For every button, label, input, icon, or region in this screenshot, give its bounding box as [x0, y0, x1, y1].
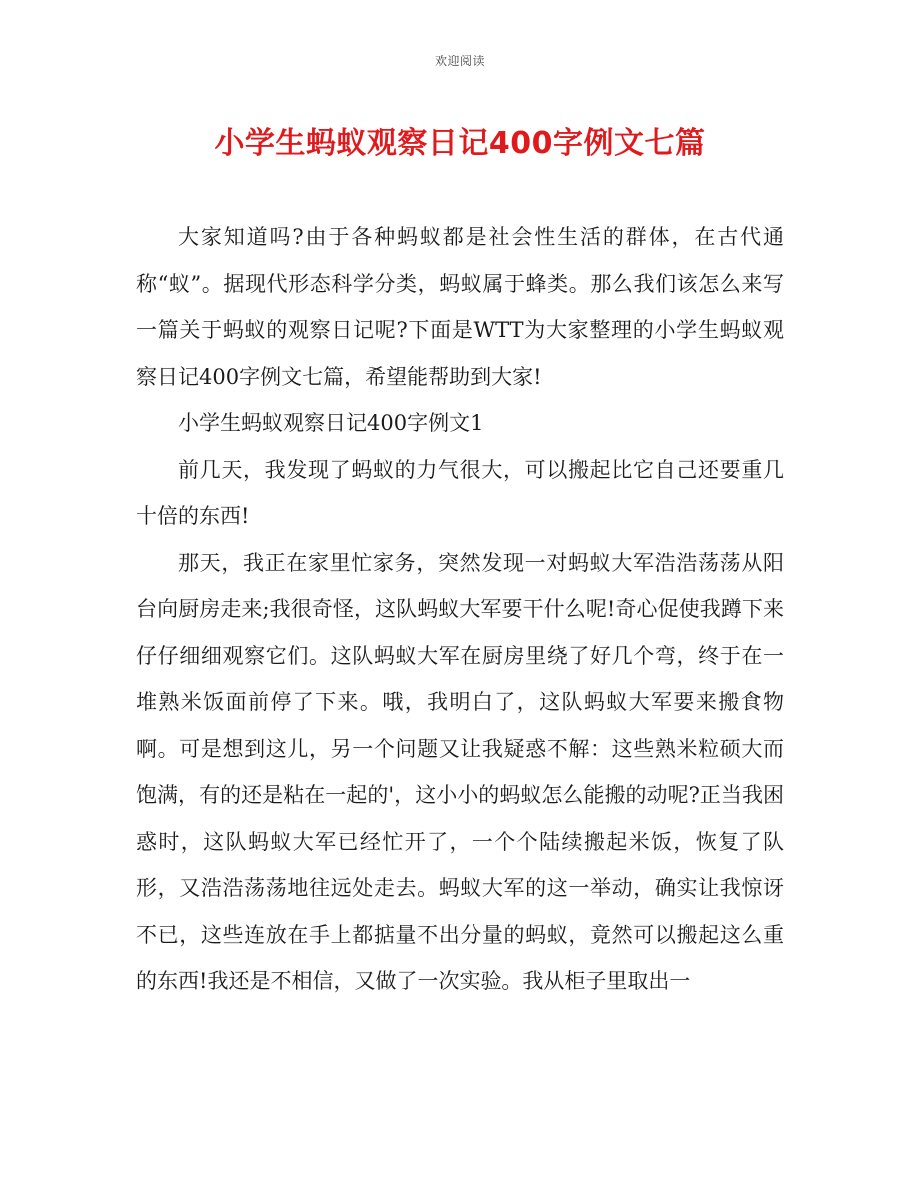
document-title: 小学生蚂蚁观察日记400字例文七篇 [214, 126, 706, 161]
section-heading: 小学生蚂蚁观察日记400字例文1 [178, 411, 484, 435]
body-paragraph: 那天，我正在家里忙家务，突然发现一对蚂蚁大军浩浩荡荡从阳台向厨房走来;我很奇怪，这队蚂蚁大军要干什么呢!奇心促使我蹲下来仔仔细细观察它们。这队蚂蚁大军在厨房里绕了好几个弯，终于在一堆熟米饭面前停了下来。哦，我明白了，这队蚂蚁大军要来搬食物啊。可是想到这儿，另一个问题又让我疑惑不解：这些熟米粒硕大而饱满，有的还是粘在一起的'，这小小的蚂蚁怎么能搬的动呢?正当我困惑时，这队蚂蚁大军已经忙开了，一个个陆续搬起米饭，恢复了队形，又浩浩荡荡地往远处走去。蚂蚁大军的这一举动，确实让我惊讶不已，这些连放在手上都掂量不出分量的蚂蚁，竟然可以搬起这么重的东西!我还是不相信，又做了一次实验。我从柜子里取出一 [136, 550, 784, 993]
intro-paragraph: 大家知道吗?由于各种蚂蚁都是社会性生活的群体，在古代通称“蚁”。据现代形态科学分类，蚂蚁属于蜂类。那么我们该怎么来写一篇关于蚂蚁的观察日记呢?下面是WTT为大家整理的小学生蚂蚁观察日记400字例文七篇，希望能帮助到大家! [136, 225, 784, 389]
body-paragraph: 前几天，我发现了蚂蚁的力气很大，可以搬起比它自己还要重几十倍的东西! [136, 457, 784, 528]
document-body [136, 214, 784, 1005]
header-note: 欢迎阅读 [434, 54, 485, 68]
